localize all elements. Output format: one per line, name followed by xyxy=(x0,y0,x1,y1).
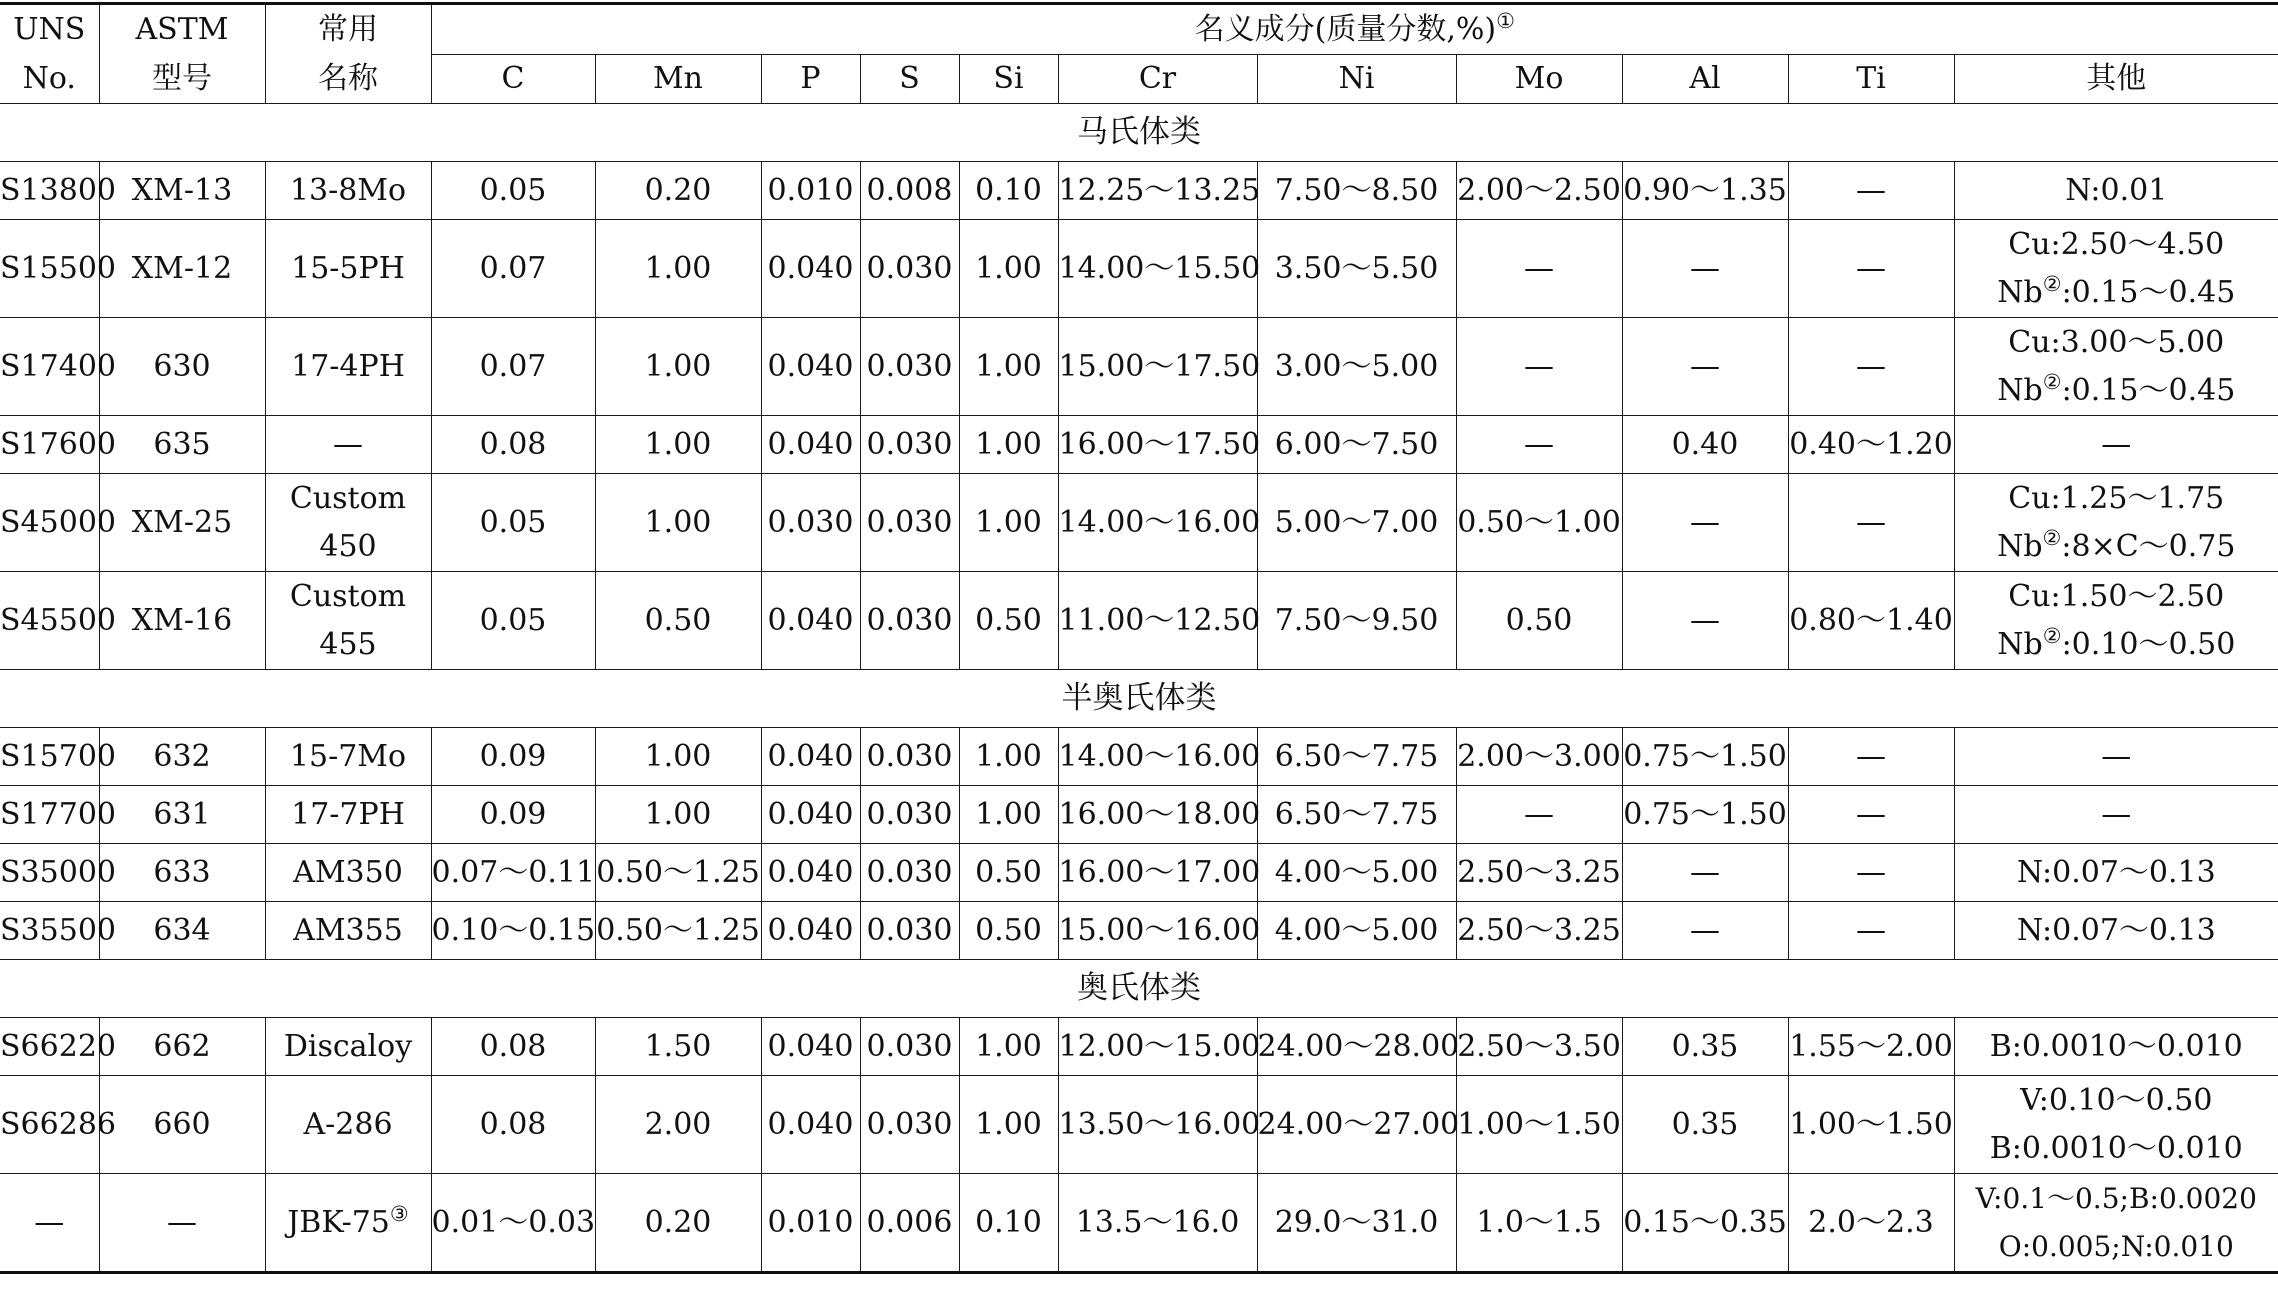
other-cell: — xyxy=(1954,786,2278,844)
mn-cell: 0.50～1.25 xyxy=(595,902,761,960)
name-cell: 13-8Mo xyxy=(265,162,431,220)
ni-cell: 4.00～5.00 xyxy=(1257,902,1456,960)
c-cell: 0.10～0.15 xyxy=(431,902,595,960)
ti-cell: 2.0～2.3 xyxy=(1788,1174,1954,1273)
al-cell: 0.90～1.35 xyxy=(1622,162,1788,220)
ni-cell: 7.50～8.50 xyxy=(1257,162,1456,220)
astm-cell: 631 xyxy=(99,786,265,844)
al-cell: 0.35 xyxy=(1622,1018,1788,1076)
astm-cell: 630 xyxy=(99,318,265,416)
ti-cell: — xyxy=(1788,162,1954,220)
ni-cell: 24.00～27.00 xyxy=(1257,1076,1456,1174)
s-cell: 0.030 xyxy=(860,416,959,474)
other-cell: N:0.07～0.13 xyxy=(1954,844,2278,902)
uns-cell: S17600 xyxy=(0,416,99,474)
si-cell: 0.10 xyxy=(959,162,1058,220)
category-row xyxy=(0,960,2278,1018)
mo-cell: — xyxy=(1456,318,1622,416)
uns-cell: S66220 xyxy=(0,1018,99,1076)
astm-cell: — xyxy=(99,1174,265,1273)
c-cell: 0.09 xyxy=(431,728,595,786)
ti-cell: — xyxy=(1788,318,1954,416)
composition-table xyxy=(0,2,2278,1274)
table-row xyxy=(0,220,2278,318)
al-cell: — xyxy=(1622,844,1788,902)
cr-cell: 14.00～16.00 xyxy=(1058,728,1257,786)
ti-cell: 1.00～1.50 xyxy=(1788,1076,1954,1174)
col-other: 其他 xyxy=(1954,54,2278,104)
mn-cell: 1.00 xyxy=(595,318,761,416)
uns-cell: S45000 xyxy=(0,474,99,572)
cr-cell: 14.00～15.50 xyxy=(1058,220,1257,318)
name-line-2: 455 xyxy=(319,626,377,662)
s-cell: 0.030 xyxy=(860,786,959,844)
col-si: Si xyxy=(959,54,1058,104)
table-row xyxy=(0,1076,2278,1174)
ti-cell: — xyxy=(1788,474,1954,572)
cr-cell: 15.00～16.00 xyxy=(1058,902,1257,960)
footnote-marker: ③ xyxy=(389,1201,409,1226)
si-cell: 1.00 xyxy=(959,728,1058,786)
astm-cell: XM-25 xyxy=(99,474,265,572)
mn-cell: 0.50～1.25 xyxy=(595,844,761,902)
uns-cell: S15500 xyxy=(0,220,99,318)
col-al: Al xyxy=(1622,54,1788,104)
s-cell: 0.030 xyxy=(860,1076,959,1174)
table-row xyxy=(0,1174,2278,1273)
c-cell: 0.09 xyxy=(431,786,595,844)
al-cell: — xyxy=(1622,902,1788,960)
ni-cell: 6.50～7.75 xyxy=(1257,728,1456,786)
table-row xyxy=(0,474,2278,572)
cr-cell: 14.00～16.00 xyxy=(1058,474,1257,572)
other-line-2: O:0.005;N:0.010 xyxy=(1998,1229,2234,1263)
mo-cell: 1.00～1.50 xyxy=(1456,1076,1622,1174)
name-cell: 15-5PH xyxy=(265,220,431,318)
al-cell: — xyxy=(1622,474,1788,572)
mo-cell: 2.00～2.50 xyxy=(1456,162,1622,220)
ni-cell: 6.00～7.50 xyxy=(1257,416,1456,474)
other-line-2: Nb②:0.15～0.45 xyxy=(1997,369,2236,408)
table-row xyxy=(0,844,2278,902)
other-cell xyxy=(1954,318,2278,416)
s-cell: 0.008 xyxy=(860,162,959,220)
mn-cell: 1.00 xyxy=(595,220,761,318)
table-row xyxy=(0,1018,2278,1076)
ti-cell: 0.80～1.40 xyxy=(1788,572,1954,670)
name-cell: 15-7Mo xyxy=(265,728,431,786)
mn-cell: 1.00 xyxy=(595,728,761,786)
astm-cell: 634 xyxy=(99,902,265,960)
c-cell: 0.08 xyxy=(431,1076,595,1174)
s-cell: 0.030 xyxy=(860,220,959,318)
s-cell: 0.030 xyxy=(860,318,959,416)
ni-cell: 6.50～7.75 xyxy=(1257,786,1456,844)
footnote-marker: ② xyxy=(2042,271,2062,296)
mo-cell: 0.50～1.00 xyxy=(1456,474,1622,572)
al-cell: — xyxy=(1622,318,1788,416)
col-cr: Cr xyxy=(1058,54,1257,104)
cr-cell: 16.00～17.50 xyxy=(1058,416,1257,474)
al-cell: 0.75～1.50 xyxy=(1622,786,1788,844)
other-line-2: Nb②:8×C～0.75 xyxy=(1997,525,2236,564)
c-cell: 0.05 xyxy=(431,474,595,572)
astm-cell: 635 xyxy=(99,416,265,474)
si-cell: 0.50 xyxy=(959,844,1058,902)
common-name-header: 常用 名称 xyxy=(265,4,431,104)
al-cell: 0.75～1.50 xyxy=(1622,728,1788,786)
table-row xyxy=(0,572,2278,670)
astm-cell: XM-12 xyxy=(99,220,265,318)
name-cell: A-286 xyxy=(265,1076,431,1174)
c-cell: 0.05 xyxy=(431,162,595,220)
name-cell xyxy=(265,572,431,670)
other-line-2: Nb②:0.10～0.50 xyxy=(1997,623,2236,662)
si-cell: 1.00 xyxy=(959,786,1058,844)
ti-cell: — xyxy=(1788,844,1954,902)
astm-cell: 632 xyxy=(99,728,265,786)
si-cell: 1.00 xyxy=(959,220,1058,318)
other-line-1: Cu:1.50～2.50 xyxy=(2008,578,2225,614)
ti-cell: — xyxy=(1788,786,1954,844)
uns-cell: S35000 xyxy=(0,844,99,902)
other-cell: B:0.0010～0.010 xyxy=(1954,1018,2278,1076)
cr-cell: 11.00～12.50 xyxy=(1058,572,1257,670)
si-cell: 1.00 xyxy=(959,416,1058,474)
ni-cell: 29.0～31.0 xyxy=(1257,1174,1456,1273)
footnote-marker: ② xyxy=(2042,369,2062,394)
name-cell: JBK-75③ xyxy=(265,1174,431,1273)
si-cell: 1.00 xyxy=(959,1018,1058,1076)
other-cell xyxy=(1954,1076,2278,1174)
name-cell: AM355 xyxy=(265,902,431,960)
footnote-marker: ② xyxy=(2042,525,2062,550)
s-cell: 0.030 xyxy=(860,1018,959,1076)
mn-cell: 2.00 xyxy=(595,1076,761,1174)
s-cell: 0.030 xyxy=(860,474,959,572)
astm-cell: XM-16 xyxy=(99,572,265,670)
ni-cell: 4.00～5.00 xyxy=(1257,844,1456,902)
uns-header: UNS No. xyxy=(0,4,99,104)
other-cell: — xyxy=(1954,728,2278,786)
name-cell xyxy=(265,474,431,572)
al-cell: — xyxy=(1622,220,1788,318)
al-cell: 0.15～0.35 xyxy=(1622,1174,1788,1273)
other-cell: — xyxy=(1954,416,2278,474)
col-mo: Mo xyxy=(1456,54,1622,104)
si-cell: 1.00 xyxy=(959,474,1058,572)
ti-cell: 1.55～2.00 xyxy=(1788,1018,1954,1076)
cr-cell: 16.00～18.00 xyxy=(1058,786,1257,844)
mo-cell: 2.50～3.25 xyxy=(1456,902,1622,960)
other-cell xyxy=(1954,1174,2278,1273)
mo-cell: — xyxy=(1456,786,1622,844)
col-ni: Ni xyxy=(1257,54,1456,104)
category-martensitic: 马氏体类 xyxy=(0,104,2278,162)
p-cell: 0.040 xyxy=(761,1076,860,1174)
ni-cell: 3.50～5.50 xyxy=(1257,220,1456,318)
p-cell: 0.040 xyxy=(761,728,860,786)
other-cell xyxy=(1954,474,2278,572)
ti-cell: — xyxy=(1788,902,1954,960)
p-cell: 0.010 xyxy=(761,1174,860,1273)
category-row xyxy=(0,670,2278,728)
mn-cell: 1.00 xyxy=(595,786,761,844)
s-cell: 0.030 xyxy=(860,902,959,960)
uns-cell: S35500 xyxy=(0,902,99,960)
name-cell: 17-4PH xyxy=(265,318,431,416)
ti-cell: 0.40～1.20 xyxy=(1788,416,1954,474)
p-cell: 0.040 xyxy=(761,786,860,844)
footnote-marker: ② xyxy=(2042,623,2062,648)
col-p: P xyxy=(761,54,860,104)
mn-cell: 0.20 xyxy=(595,162,761,220)
c-cell: 0.01～0.03 xyxy=(431,1174,595,1273)
c-cell: 0.05 xyxy=(431,572,595,670)
mo-cell: 0.50 xyxy=(1456,572,1622,670)
composition-header: 名义成分(质量分数,%)① xyxy=(431,4,2278,55)
other-line-1: Cu:3.00～5.00 xyxy=(2008,324,2225,360)
uns-cell: S17400 xyxy=(0,318,99,416)
si-cell: 0.10 xyxy=(959,1174,1058,1273)
name-cell: 17-7PH xyxy=(265,786,431,844)
other-cell: N:0.01 xyxy=(1954,162,2278,220)
uns-cell: S17700 xyxy=(0,786,99,844)
cr-cell: 12.25～13.25 xyxy=(1058,162,1257,220)
col-s: S xyxy=(860,54,959,104)
category-semi-austenitic: 半奥氏体类 xyxy=(0,670,2278,728)
astm-cell: 633 xyxy=(99,844,265,902)
p-cell: 0.040 xyxy=(761,572,860,670)
uns-cell: — xyxy=(0,1174,99,1273)
other-line-2: B:0.0010～0.010 xyxy=(1989,1130,2243,1166)
header-row-1 xyxy=(0,4,2278,55)
mo-cell: 2.00～3.00 xyxy=(1456,728,1622,786)
s-cell: 0.030 xyxy=(860,844,959,902)
ti-cell: — xyxy=(1788,220,1954,318)
cr-cell: 15.00～17.50 xyxy=(1058,318,1257,416)
other-line-1: V:0.1～0.5;B:0.0020 xyxy=(1975,1181,2257,1215)
al-cell: 0.40 xyxy=(1622,416,1788,474)
cr-cell: 16.00～17.00 xyxy=(1058,844,1257,902)
table-row xyxy=(0,318,2278,416)
s-cell: 0.030 xyxy=(860,728,959,786)
s-cell: 0.030 xyxy=(860,572,959,670)
footnote-marker: ① xyxy=(1496,8,1515,33)
mo-cell: — xyxy=(1456,220,1622,318)
other-line-1: V:0.10～0.50 xyxy=(2020,1082,2213,1118)
other-line-1: Cu:2.50～4.50 xyxy=(2008,226,2225,262)
c-cell: 0.08 xyxy=(431,416,595,474)
p-cell: 0.040 xyxy=(761,902,860,960)
cr-cell: 13.5～16.0 xyxy=(1058,1174,1257,1273)
table-row xyxy=(0,902,2278,960)
ni-cell: 7.50～9.50 xyxy=(1257,572,1456,670)
name-cell: AM350 xyxy=(265,844,431,902)
table-row xyxy=(0,786,2278,844)
name-cell: Discaloy xyxy=(265,1018,431,1076)
category-row xyxy=(0,104,2278,162)
si-cell: 1.00 xyxy=(959,1076,1058,1174)
cr-cell: 12.00～15.00 xyxy=(1058,1018,1257,1076)
other-cell: N:0.07～0.13 xyxy=(1954,902,2278,960)
p-cell: 0.040 xyxy=(761,220,860,318)
ni-cell: 5.00～7.00 xyxy=(1257,474,1456,572)
col-mn: Mn xyxy=(595,54,761,104)
ni-cell: 24.00～28.00 xyxy=(1257,1018,1456,1076)
c-cell: 0.07～0.11 xyxy=(431,844,595,902)
astm-cell: 662 xyxy=(99,1018,265,1076)
astm-cell: 660 xyxy=(99,1076,265,1174)
mo-cell: — xyxy=(1456,416,1622,474)
other-cell xyxy=(1954,220,2278,318)
astm-cell: XM-13 xyxy=(99,162,265,220)
category-austenitic: 奥氏体类 xyxy=(0,960,2278,1018)
p-cell: 0.040 xyxy=(761,416,860,474)
table-row xyxy=(0,162,2278,220)
name-line-1: Custom xyxy=(289,578,407,614)
uns-cell: S13800 xyxy=(0,162,99,220)
mn-cell: 1.00 xyxy=(595,416,761,474)
p-cell: 0.040 xyxy=(761,844,860,902)
col-c: C xyxy=(431,54,595,104)
table-row xyxy=(0,728,2278,786)
uns-cell: S15700 xyxy=(0,728,99,786)
mo-cell: 1.0～1.5 xyxy=(1456,1174,1622,1273)
uns-cell: S45500 xyxy=(0,572,99,670)
name-line-2: 450 xyxy=(319,528,377,564)
c-cell: 0.07 xyxy=(431,318,595,416)
c-cell: 0.07 xyxy=(431,220,595,318)
mn-cell: 1.00 xyxy=(595,474,761,572)
ni-cell: 3.00～5.00 xyxy=(1257,318,1456,416)
al-cell: — xyxy=(1622,572,1788,670)
mo-cell: 2.50～3.25 xyxy=(1456,844,1622,902)
col-ti: Ti xyxy=(1788,54,1954,104)
ti-cell: — xyxy=(1788,728,1954,786)
other-line-1: Cu:1.25～1.75 xyxy=(2008,480,2225,516)
mn-cell: 0.20 xyxy=(595,1174,761,1273)
si-cell: 0.50 xyxy=(959,902,1058,960)
s-cell: 0.006 xyxy=(860,1174,959,1273)
p-cell: 0.040 xyxy=(761,318,860,416)
c-cell: 0.08 xyxy=(431,1018,595,1076)
name-line-1: Custom xyxy=(289,480,407,516)
astm-header: ASTM 型号 xyxy=(99,4,265,104)
p-cell: 0.010 xyxy=(761,162,860,220)
name-cell: — xyxy=(265,416,431,474)
mo-cell: 2.50～3.50 xyxy=(1456,1018,1622,1076)
si-cell: 1.00 xyxy=(959,318,1058,416)
cr-cell: 13.50～16.00 xyxy=(1058,1076,1257,1174)
al-cell: 0.35 xyxy=(1622,1076,1788,1174)
mn-cell: 1.50 xyxy=(595,1018,761,1076)
p-cell: 0.040 xyxy=(761,1018,860,1076)
p-cell: 0.030 xyxy=(761,474,860,572)
other-cell xyxy=(1954,572,2278,670)
table-row xyxy=(0,416,2278,474)
si-cell: 0.50 xyxy=(959,572,1058,670)
uns-cell: S66286 xyxy=(0,1076,99,1174)
mn-cell: 0.50 xyxy=(595,572,761,670)
other-line-2: Nb②:0.15～0.45 xyxy=(1997,271,2236,310)
